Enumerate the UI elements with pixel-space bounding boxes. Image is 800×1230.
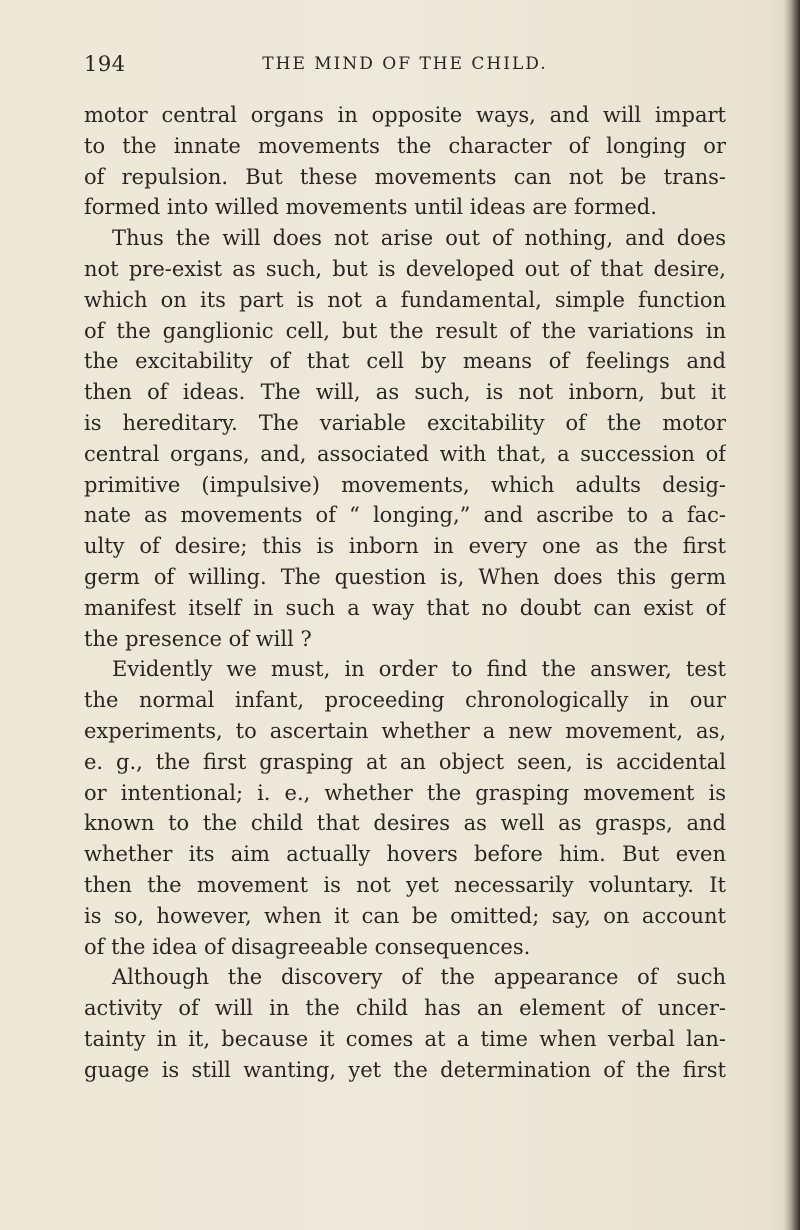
page-header: [84, 52, 726, 82]
text-line: central organs, and, associated with that, a succession of: [84, 441, 726, 466]
text-line: or intentional; i. e., whether the grasping movement is: [84, 780, 726, 805]
text-line: is hereditary. The variable excitability of the motor: [84, 410, 726, 435]
text-line: is so, however, when it can be omitted; say, on account: [84, 903, 726, 928]
text-line: to the innate movements the character of longing or: [84, 133, 726, 158]
text-line: not pre-exist as such, but is developed out of that desire,: [84, 256, 726, 281]
text-line: primitive (impulsive) movements, which adults desig-: [84, 472, 726, 497]
text-line: nate as movements of “ longing,” and ascribe to a fac-: [84, 503, 726, 528]
text-line: whether its aim actually hovers before him. But even: [84, 842, 726, 867]
text-line: formed into willed movements until ideas are formed.: [84, 195, 657, 220]
page-number: 194: [84, 52, 126, 76]
text-line: then the movement is not yet necessarily voluntary. It: [84, 872, 726, 897]
text-line: the presence of will ?: [84, 626, 312, 651]
text-line: manifest itself in such a way that no doubt can exist of: [84, 595, 726, 620]
text-line: germ of willing. The question is, When does this germ: [84, 564, 726, 589]
text-line: known to the child that desires as well as grasps, and: [84, 811, 726, 836]
binding-shadow: [784, 0, 800, 1230]
text-line: activity of will in the child has an element of uncer-: [84, 996, 726, 1021]
text-line: then of ideas. The will, as such, is not inborn, but it: [84, 380, 726, 405]
running-head: THE MIND OF THE CHILD.: [262, 54, 548, 74]
paragraph-start-line: Although the discovery of the appearance of such: [112, 965, 726, 990]
paragraph-start-line: Evidently we must, in order to find the answer, test: [112, 657, 726, 682]
text-line: the excitability of that cell by means of feelings and: [84, 349, 726, 374]
text-line: experiments, to ascertain whether a new movement, as,: [84, 718, 726, 743]
body-text: [84, 100, 726, 1086]
text-line: tainty in it, because it comes at a time when verbal lan-: [84, 1026, 726, 1051]
text-line: of the ganglionic cell, but the result of the variations in: [84, 318, 726, 343]
text-line: of the idea of disagreeable consequences.: [84, 934, 531, 959]
text-line: which on its part is not a fundamental, simple function: [84, 287, 726, 312]
text-line: motor central organs in opposite ways, and will impart: [84, 103, 726, 127]
text-line: the normal infant, proceeding chronologically in our: [84, 688, 726, 713]
paragraph-start-line: Thus the will does not arise out of nothing, and does: [112, 226, 726, 251]
text-line: of repulsion. But these movements can not be trans-: [84, 164, 726, 189]
text-line: ulty of desire; this is inborn in every one as the first: [84, 534, 726, 559]
text-line: guage is still wanting, yet the determination of the first: [84, 1057, 726, 1082]
text-line: e. g., the first grasping at an object seen, is accidental: [84, 749, 726, 774]
